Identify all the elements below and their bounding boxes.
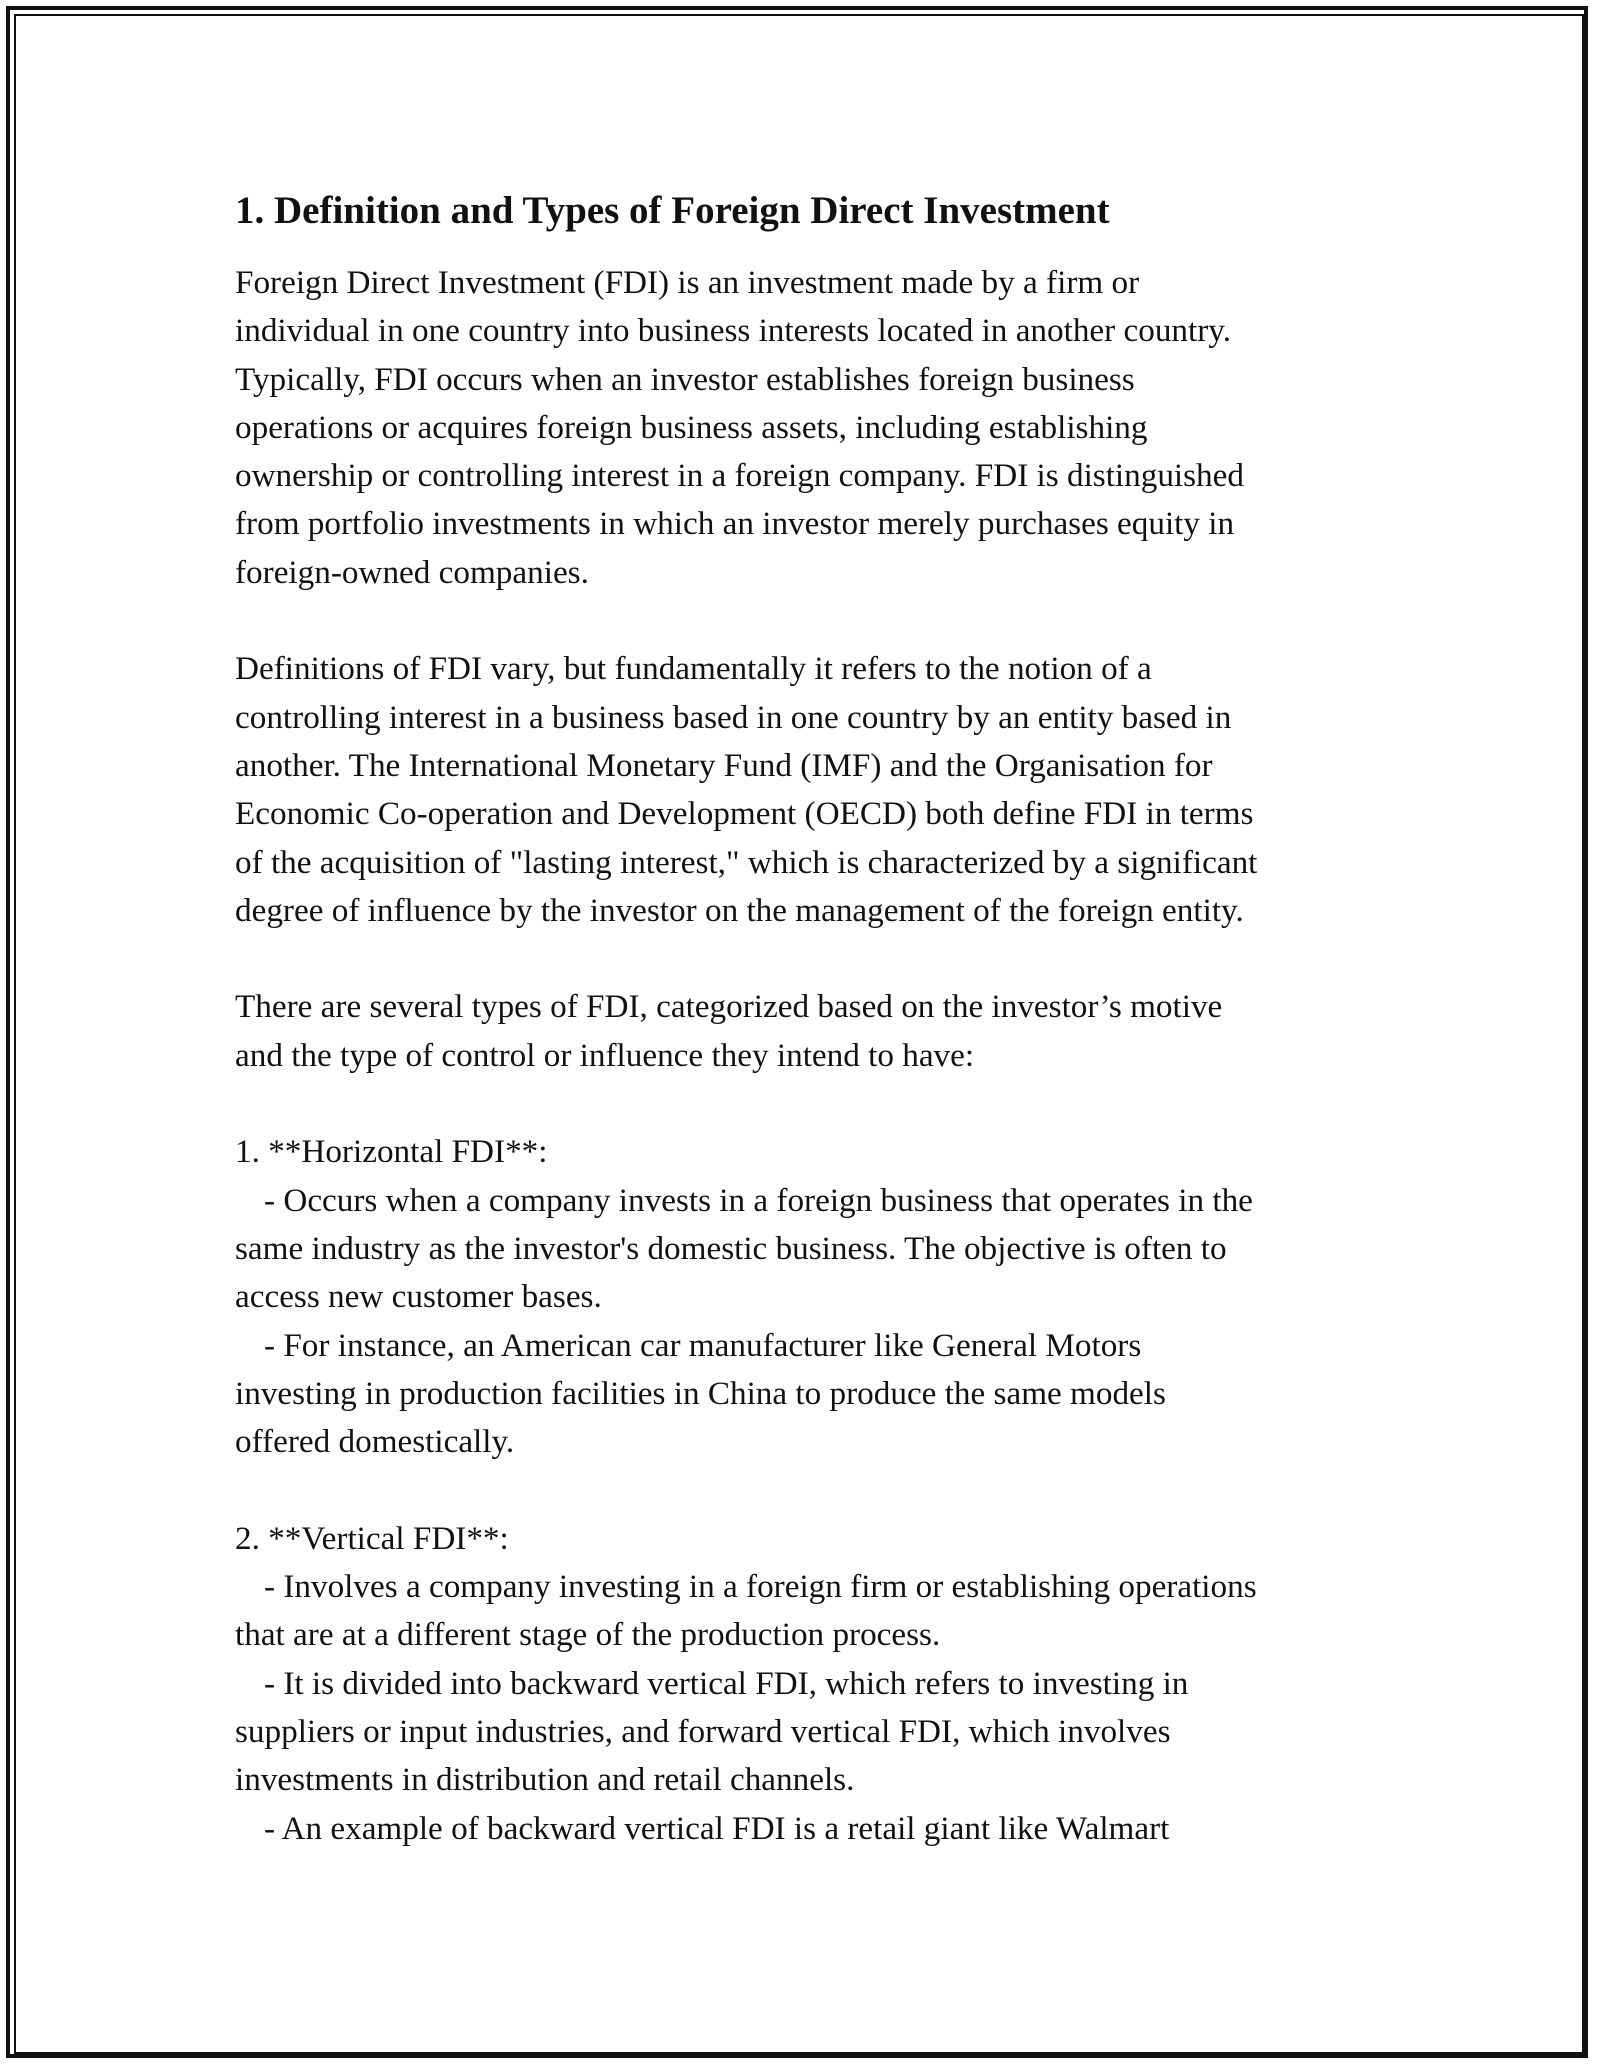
text-line: suppliers or input industries, and forward vertical FDI, which involves (235, 1712, 1171, 1750)
text-line: of the acquisition of "lasting interest," which is characterized by a significant (235, 843, 1258, 881)
text-line: investing in production facilities in China to produce the same models (235, 1374, 1166, 1412)
text-line: individual in one country into business interests located in another country. (235, 312, 1232, 350)
text-line: Definitions of FDI vary, but fundamentally it refers to the notion of a (235, 650, 1152, 688)
text-line: access new customer bases. (235, 1278, 602, 1316)
text-line: that are at a different stage of the production process. (235, 1616, 941, 1654)
list-item-title: 2. **Vertical FDI**: (235, 1519, 509, 1557)
text-line: degree of influence by the investor on the management of the foreign entity. (235, 891, 1244, 929)
text-line: There are several types of FDI, categorized based on the investor’s motive (235, 988, 1223, 1026)
paragraph-fdi-definitions-vary (235, 645, 1375, 935)
text-line: - An example of backward vertical FDI is a retail giant like Walmart (264, 1809, 1170, 1847)
text-line: - Involves a company investing in a foreign firm or establishing operations (264, 1568, 1257, 1606)
text-line: from portfolio investments in which an investor merely purchases equity in (235, 505, 1235, 543)
paragraph-fdi-definition (235, 259, 1375, 597)
list-item-horizontal-fdi (235, 1128, 1375, 1466)
text-line: ownership or controlling interest in a foreign company. FDI is distinguished (235, 457, 1244, 495)
text-line: Typically, FDI occurs when an investor establishes foreign business (235, 360, 1135, 398)
text-line: controlling interest in a business based in one country by an entity based in (235, 698, 1232, 736)
text-line: another. The International Monetary Fund (IMF) and the Organisation for (235, 746, 1213, 784)
text-line: - It is divided into backward vertical FDI, which refers to investing in (264, 1664, 1189, 1702)
text-line: Economic Co-operation and Development (OECD) both define FDI in terms (235, 795, 1254, 833)
text-line: same industry as the investor's domestic business. The objective is often to (235, 1229, 1227, 1267)
text-line: - Occurs when a company invests in a foreign business that operates in the (264, 1181, 1253, 1219)
text-line: operations or acquires foreign business assets, including establishing (235, 408, 1148, 446)
text-line: offered domestically. (235, 1423, 515, 1461)
list-item-vertical-fdi (235, 1515, 1375, 1853)
text-line: Foreign Direct Investment (FDI) is an investment made by a firm or (235, 264, 1140, 301)
paragraph-fdi-types-intro (235, 983, 1375, 1080)
text-line: - For instance, an American car manufacturer like General Motors (264, 1326, 1142, 1364)
text-line: and the type of control or influence they intend to have: (235, 1036, 975, 1074)
section-heading: 1. Definition and Types of Foreign Direct Investment (235, 189, 1110, 232)
text-line: investments in distribution and retail channels. (235, 1761, 855, 1799)
list-item-title: 1. **Horizontal FDI**: (235, 1133, 548, 1171)
document-body (235, 185, 1375, 1901)
text-line: foreign-owned companies. (235, 553, 589, 591)
